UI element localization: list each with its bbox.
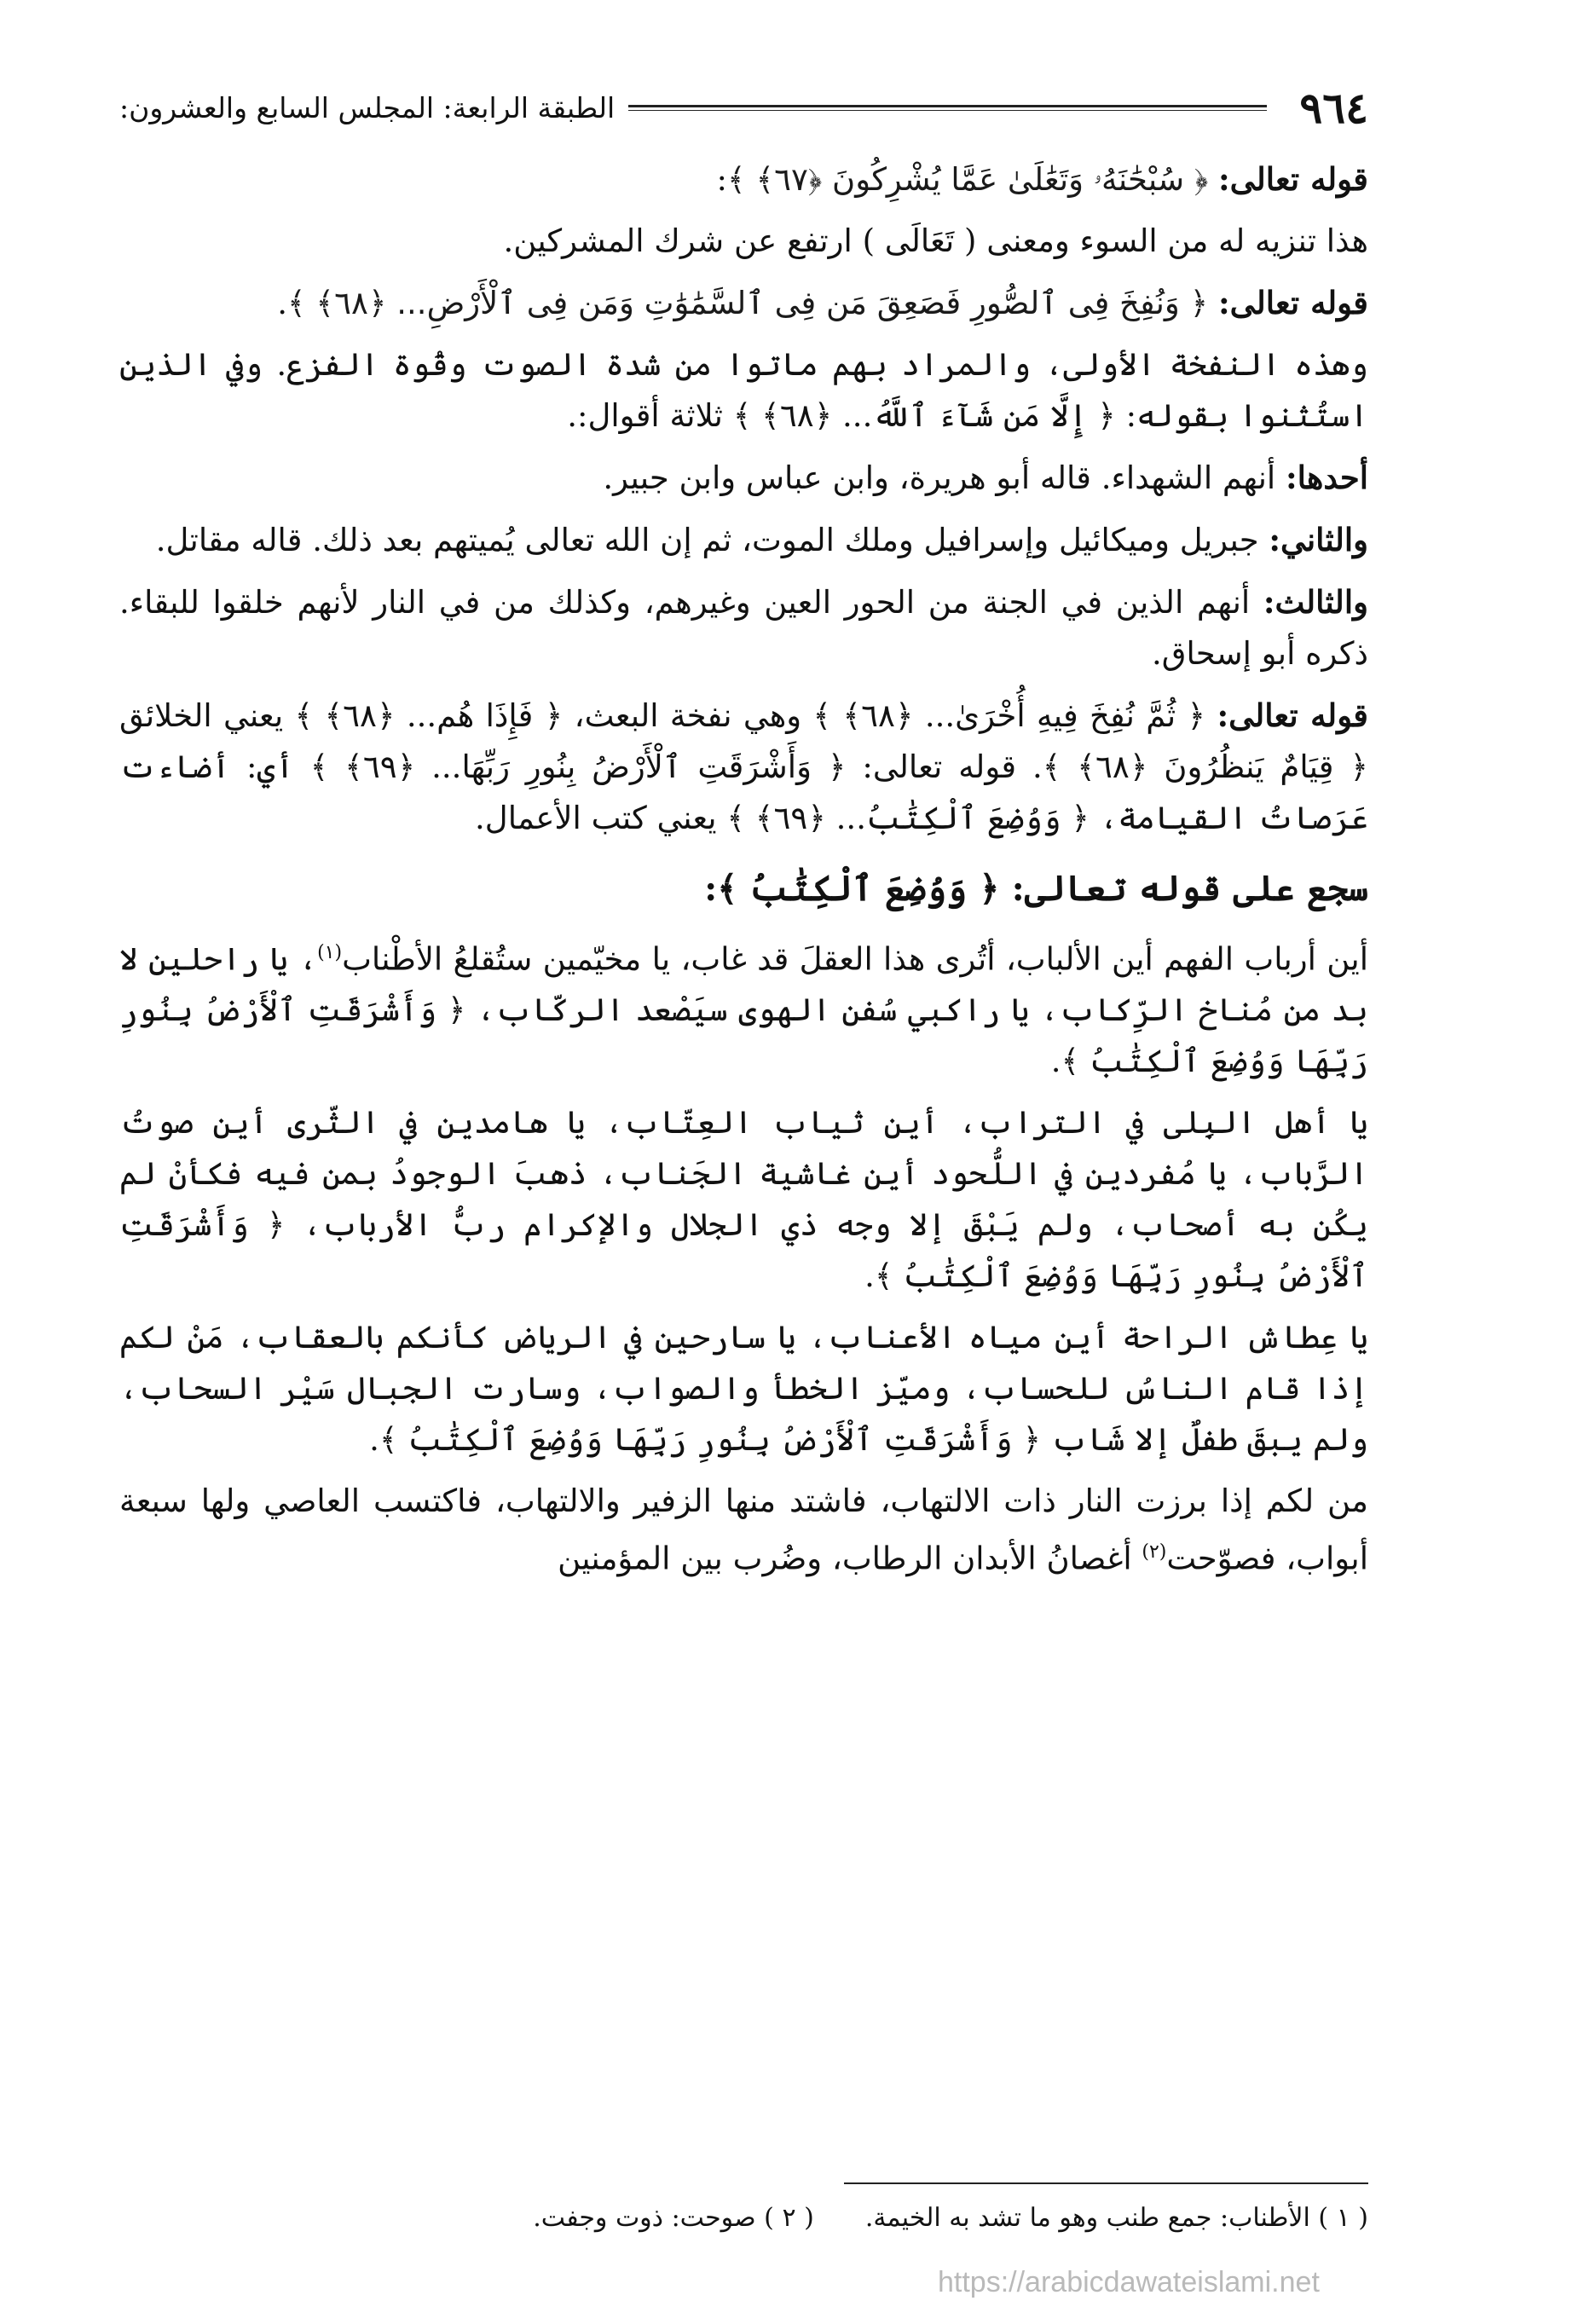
paragraph: قوله تعالى: ﴿ سُبْحَٰنَهُۥ وَتَعَٰلَىٰ عَمَّا يُشْرِكُونَ ﴿٦٧﴾ ﴾: — [716, 160, 1368, 198]
quran-verse: ﴿ وَنُفِخَ فِى ٱلصُّورِ فَصَعِقَ مَن فِى ٱلسَّمَٰوَٰتِ وَمَن فِى ٱلْأَرْضِ... ﴿٦٨﴾ ﴾ — [286, 285, 1209, 321]
footnote-2: ( ٢ ) صوحت: ذوت وجفت. — [533, 2203, 814, 2233]
paragraph: وهذه النفخة الأولى، والمراد بهم ماتوا من شدة الصوت وقُوة الفزع. وفي الذين استُثنوا بقوله: ﴿ إِلَّا مَن شَآءَ ٱللَّهُ... ﴿٦٨﴾ ﴾ ثلاثة أقوال:. — [119, 346, 1368, 434]
header-rule — [628, 105, 1267, 111]
footnote-1: ( ١ ) الأطناب: جمع طنب وهو ما تشد به الخيمة. — [864, 2203, 1368, 2233]
footnote-ref[interactable]: (٢) — [1142, 1541, 1167, 1564]
saj-paragraph: من لكم إذا برزت النار ذات الالتهاب، فاشتد منها الزفير والالتهاب، فاكتسب العاصي ولها سبعة أبواب، فصوّحت$^{(٢)}$ أغصانُ الأبدان الرطاب، وضُرب بين المؤمنين — [119, 1483, 1368, 1577]
paragraph: والثاني: جبريل وميكائيل وإسرافيل وملك الموت، ثم إن الله تعالى يُميتهم بعد ذلك. قاله مقاتل. — [155, 521, 1368, 558]
footnotes — [119, 2198, 1368, 2239]
watermark-url: https://arabicdawateislami.net — [938, 2266, 1320, 2298]
saj-paragraph: يا عِطاش الراحة أين مياه الأعناب، يا سارحين في الرياض كأنكم بالعقاب، مَنْ لكم إذا قام الناسُ للحساب، وميّز الخطأ والصواب، وسارت الجبال سَيْر السحاب، ولم يبقَ طفلٌ إلا شَاب ﴿ وَأَشْرَقَتِ ٱلْأَرْضُ بِنُورِ رَبِّهَا وَوُضِعَ ٱلْكِتَٰبُ ﴾. — [119, 1319, 1368, 1459]
paragraph: والثالث: أنهم الذين في الجنة من الحور العين وغيرهم، وكذلك من في النار لأنهم خلقوا للبقاء. ذكره أبو إسحاق. — [119, 583, 1368, 672]
main-text — [119, 153, 1368, 1595]
paragraph: أحدها: أنهم الشهداء. قاله أبو هريرة، وابن عباس وابن جبير. — [603, 459, 1368, 496]
paragraph: قوله تعالى: ﴿ وَنُفِخَ فِى ٱلصُّورِ فَصَعِقَ مَن فِى ٱلسَّمَٰوَٰتِ وَمَن فِى ٱلْأَرْضِ... ﴿٦٨﴾ ﴾. — [277, 284, 1368, 321]
section-heading: سجع على قوله تعالى: ﴿ وَوُضِعَ ٱلْكِتَٰبُ ﴾: — [704, 868, 1368, 909]
paragraph: قوله تعالى: ﴿ ثُمَّ نُفِخَ فِيهِ أُخْرَىٰ... ﴿٦٨﴾ ﴾ وهي نفخة البعث، ﴿ فَإِذَا هُم... ﴿٦٨﴾ ﴾ يعني الخلائق ﴿ قِيَامٌ يَنظُرُونَ ﴿٦٨﴾ ﴾. قوله تعالى: ﴿ وَأَشْرَقَتِ ٱلْأَرْضُ بِنُورِ رَبِّهَا... ﴿٦٩﴾ ﴾ أي: أضاءت عَرَصاتُ القيامة، ﴿ وَوُضِعَ ٱلْكِتَٰبُ... ﴿٦٩﴾ ﴾ يعني كتب الأعمال. — [119, 697, 1368, 836]
paragraph: هذا تنزيه له من السوء ومعنى ( تَعَالَى ) ارتفع عن شرك المشركين. — [503, 223, 1368, 259]
page-header — [119, 82, 1368, 133]
footnote-separator — [844, 2182, 1368, 2184]
saj-paragraph: يا أهل البِلى في التراب، أين ثياب العِتّاب، يا هامدين في الثّرى أين صوتُ الرَّباب، يا مُفردين في اللُّحود أين غاشية الجَناب، ذهبَ الوجودُ بمن فيه فكأنْ لم يكُن به أصحاب، ولم يَبْقَ إلا وجه ذي الجلال والإكرام ربُّ الأرباب، ﴿ وَأَشْرَقَتِ ٱلْأَرْضُ بِنُورِ رَبِّهَا وَوُضِعَ ٱلْكِتَٰبُ ﴾. — [119, 1104, 1368, 1295]
running-title: الطبقة الرابعة: المجلس السابع والعشرون: — [119, 90, 616, 124]
footnote-ref[interactable]: (١) — [317, 942, 343, 963]
quran-verse: ﴿ سُبْحَٰنَهُۥ وَتَعَٰلَىٰ عَمَّا يُشْرِكُونَ ﴿٦٧﴾ ﴾ — [727, 161, 1209, 198]
page-number: ٩٦٤ — [1299, 82, 1368, 133]
saj-paragraph: أين أرباب الفهم أين الألباب، أتُرى هذا العقلَ قد غاب، يا مخيّمين ستُقلعُ الأطْناب$^{(١)}$، يا راحلين لا بد من مُناخ الرِّكاب، يا راكبي سُفن الهوى سيَصْعد الركّاب، ﴿ وَأَشْرَقَتِ ٱلْأَرْضُ بِنُورِ رَبِّهَا وَوُضِعَ ٱلْكِتَٰبُ ﴾. — [119, 940, 1368, 1080]
